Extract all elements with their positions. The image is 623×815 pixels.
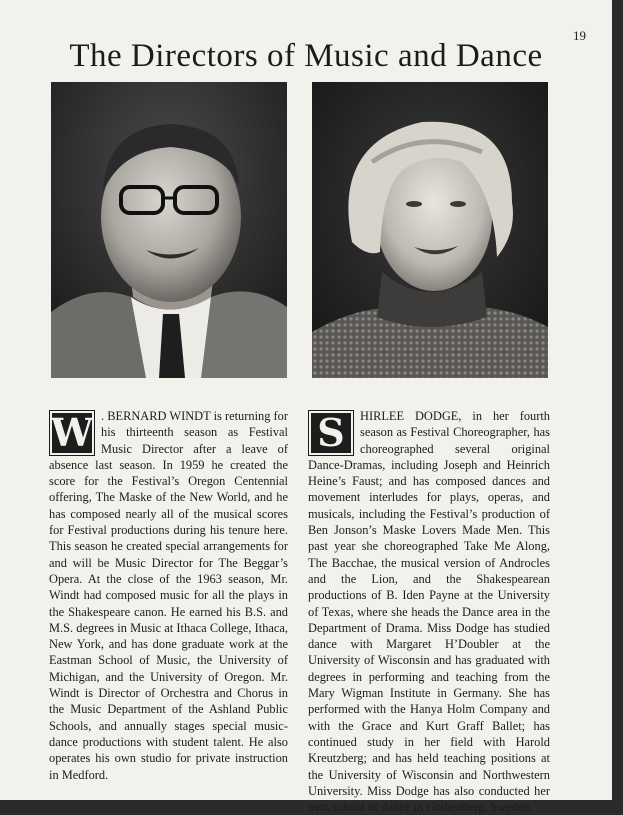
portrait-photo-man bbox=[51, 82, 287, 378]
dropcap-w: W bbox=[50, 410, 94, 455]
dropcap-s: S bbox=[308, 410, 354, 456]
page-title: The Directors of Music and Dance bbox=[69, 38, 543, 74]
bio-music-director bbox=[49, 408, 288, 783]
bio-music-director-text: . BERNARD WINDT is returning for his thirteenth season as Festival Music Director after a leave of absence last season. In 1959 he created the score for the Festival’s Oregon Centennial offering, The Maske of the New World, and he has composed nearly all of the musical scores for Festival productions during his tenure here. This season he created special arrangements for and will be Music Director for The Beggar’s Opera. At the close of the 1963 season, Mr. Windt had composed music for all the plays in the Shakespeare canon. He earned his B.S. and M.S. degrees in Music at Ithaca College, Ithaca, New York, and has done graduate work at the Eastman School of Music, the University of Michigan, and the University of Oregon. Mr. Windt is Director of Orchestra and Chorus in the Music Department of the Ashland Public Schools, and annually stages special music-dance productions with student talent. He also operates his own studio for private instruction in Medford. bbox=[49, 409, 288, 782]
portrait-photo-woman bbox=[312, 82, 548, 378]
bio-choreographer-text: HIRLEE DODGE, in her fourth season as Festival Choreographer, has choreographed several original Dance-Dramas, including Joseph and Heinrich Heine’s Faust; and has composed dances and movement interludes for plays, operas, and musicals, including the Festival’s production of Ben Jonson’s Maske Lovers Made Men. This past year she choreographed Take Me Along, The Bacchae, the musical version of Androcles and the Lion, and the Shakespearean productions of B. Iden Payne at the University of Texas, where she heads the Dance area in the Department of Drama. Miss Dodge has studied dance with Margaret H’Doubler at the University of Wisconsin and has graduated with degrees in performing and teaching from the Mary Wigman Institute in Germany. She has performed with the Hanya Holm Company and with the Grace and Kurt Graff Ballet; has continued study in her field with Harold Kreutzberg; and has held teaching positions at the University of Wisconsin and Northwestern University. Miss Dodge has also conducted her own school of dance in Gothenberg, Sweden. bbox=[308, 409, 550, 815]
portrait-woman-illustration bbox=[312, 82, 548, 378]
page-number: 19 bbox=[573, 28, 586, 43]
portrait-man-illustration bbox=[51, 82, 287, 378]
bio-choreographer bbox=[308, 408, 550, 815]
